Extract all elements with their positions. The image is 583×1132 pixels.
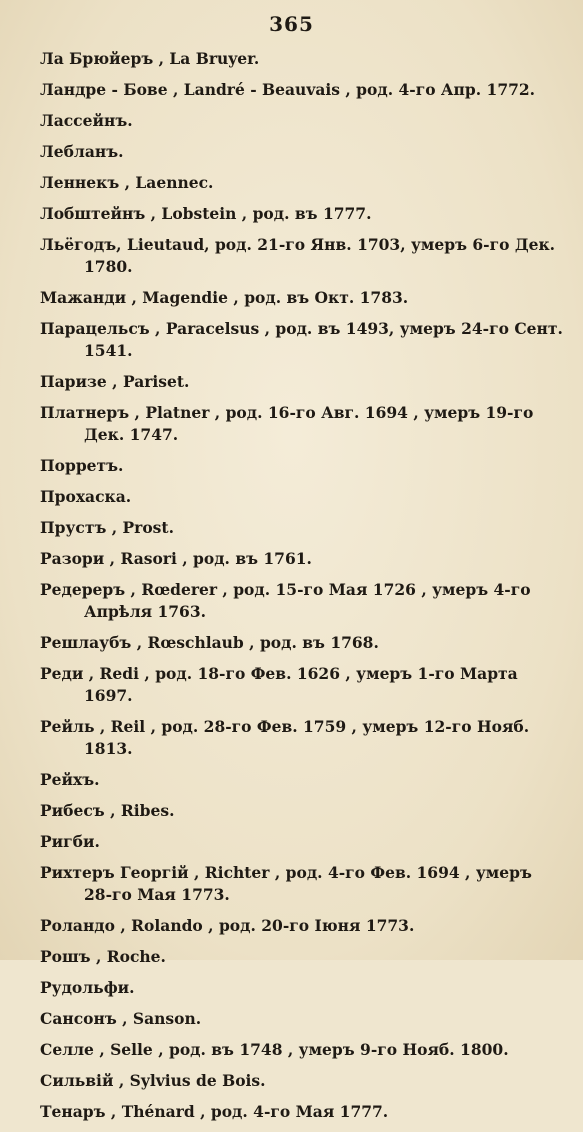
entry-item <box>40 663 565 707</box>
entry-line: Леннекъ , Laennec. <box>40 173 214 192</box>
entry-line: Мажанди , Magendie , род. въ Окт. 1783. <box>40 288 409 307</box>
entry-item <box>40 831 565 853</box>
entry-continuation: 1697. <box>84 686 133 705</box>
entry-line: Рошъ , Roche. <box>40 947 166 966</box>
entry-item <box>40 862 565 906</box>
entry-line: Парацельсъ , Paracelsus , род. въ 1493, умеръ 24-го Сент. <box>40 319 563 338</box>
entry-line: Прохаска. <box>40 487 132 506</box>
entry-line: Прустъ , Prost. <box>40 518 174 537</box>
entry-item <box>40 548 565 570</box>
entry-continuation: 1541. <box>84 341 133 360</box>
entry-item <box>40 915 565 937</box>
entry-item <box>40 172 565 194</box>
entry-continuation: 1780. <box>84 257 133 276</box>
entry-line: Тенаръ , Thénard , род. 4-го Мая 1777. <box>40 1102 389 1121</box>
entry-line: Рейхъ. <box>40 770 100 789</box>
entry-item <box>40 517 565 539</box>
entry-line: Льёгодъ, Lieutaud, род. 21-го Янв. 1703, умеръ 6-го Дек. <box>40 235 556 254</box>
entry-item <box>40 203 565 225</box>
entry-item <box>40 287 565 309</box>
entry-line: Лассейнъ. <box>40 111 133 130</box>
entry-line: Рейль , Reil , род. 28-го Фев. 1759 , умеръ 12-го Нояб. <box>40 717 530 736</box>
entry-line: Ла Брюйеръ , La Bruyer. <box>40 49 260 68</box>
entry-item <box>40 371 565 393</box>
entry-line: Порретъ. <box>40 456 124 475</box>
entry-line: Рихтеръ Георгій , Richter , род. 4-го Фев. 1694 , умеръ <box>40 863 532 882</box>
entry-line: Сансонъ , Sanson. <box>40 1009 202 1028</box>
entry-line: Лебланъ. <box>40 142 124 161</box>
entry-line: Решлаубъ , Rœschlaub , род. въ 1768. <box>40 633 379 652</box>
entry-item <box>40 402 565 446</box>
entry-line: Ригби. <box>40 832 100 851</box>
entry-continuation: 28-го Мая 1773. <box>84 885 230 904</box>
entry-item <box>40 946 565 968</box>
entry-item <box>40 632 565 654</box>
entry-item <box>40 579 565 623</box>
entry-item <box>40 48 565 70</box>
entry-line: Разори , Rasori , род. въ 1761. <box>40 549 312 568</box>
entry-item <box>40 318 565 362</box>
entry-line: Селле , Selle , род. въ 1748 , умеръ 9-го Нояб. 1800. <box>40 1040 509 1059</box>
entry-line: Роландо , Rolando , род. 20-го Іюня 1773. <box>40 916 415 935</box>
entry-item <box>40 110 565 132</box>
entry-line: Паризе , Pariset. <box>40 372 190 391</box>
entry-line: Платнеръ , Platner , род. 16-го Авг. 1694 , умеръ 19-го <box>40 403 534 422</box>
entry-line: Редереръ , Rœderer , род. 15-го Мая 1726 , умеръ 4-го <box>40 580 531 599</box>
entry-line: Лобштейнъ , Lobstein , род. въ 1777. <box>40 204 372 223</box>
entry-item <box>40 977 565 999</box>
entry-item <box>40 1101 565 1123</box>
entry-line: Реди , Redi , род. 18-го Фев. 1626 , умеръ 1-го Марта <box>40 664 518 683</box>
entry-item <box>40 79 565 101</box>
entry-item <box>40 1039 565 1061</box>
entry-line: Ландре - Бове , Landré - Beauvais , род. 4-го Апр. 1772. <box>40 80 536 99</box>
entry-line: Рибесъ , Ribes. <box>40 801 175 820</box>
entry-list <box>40 48 565 1132</box>
entry-item <box>40 800 565 822</box>
page-number: 365 <box>269 12 314 36</box>
entry-item <box>40 769 565 791</box>
entry-continuation: 1813. <box>84 739 133 758</box>
entry-item <box>40 1008 565 1030</box>
entry-item <box>40 1070 565 1092</box>
entry-item <box>40 141 565 163</box>
entry-continuation: Дек. 1747. <box>84 425 179 444</box>
entry-line: Рудольфи. <box>40 978 135 997</box>
entry-item <box>40 716 565 760</box>
entry-line: Сильвій , Sylvius de Bois. <box>40 1071 266 1090</box>
entry-item <box>40 486 565 508</box>
entry-item <box>40 455 565 477</box>
entry-item <box>40 234 565 278</box>
entry-continuation: Апрѣля 1763. <box>84 602 207 621</box>
